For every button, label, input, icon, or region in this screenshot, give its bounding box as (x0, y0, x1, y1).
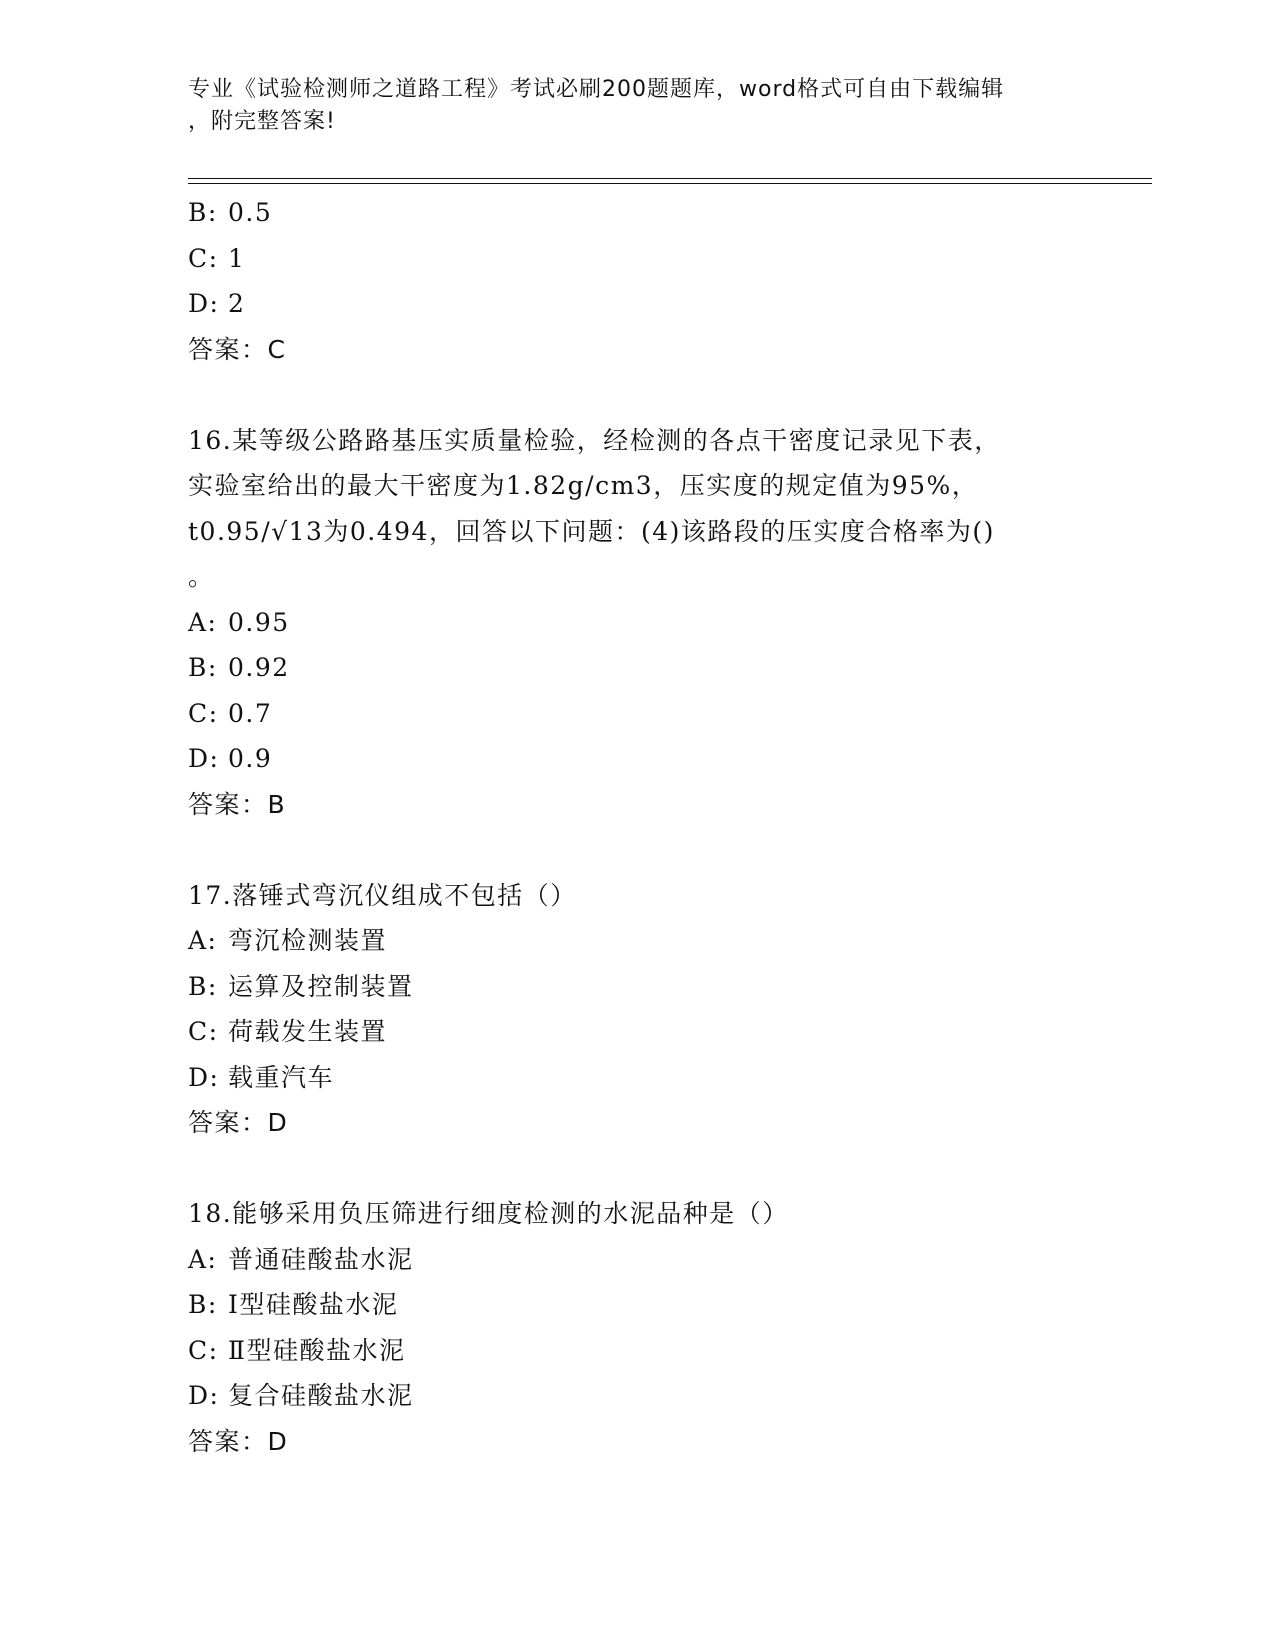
option-c: C: 1 (188, 243, 246, 273)
option-b: B: 0.5 (188, 198, 273, 227)
question-15-continued (188, 190, 1088, 372)
answer-line: 答案：B (188, 789, 287, 819)
spacer (188, 372, 1088, 418)
option-a: A: 普通硅酸盐水泥 (188, 1244, 414, 1274)
option-c: C: 0.7 (188, 698, 273, 728)
header-line-2: ，附完整答案! (188, 109, 336, 134)
option-d: D: 载重汽车 (188, 1062, 335, 1092)
question-stem: 17.落锤式弯沉仪组成不包括（） (188, 880, 577, 910)
option-b: B: Ⅰ型硅酸盐水泥 (188, 1290, 399, 1319)
question-stem-line: 16.某等级公路路基压实质量检验，经检测的各点干密度记录见下表， (188, 425, 1001, 455)
question-18 (188, 1191, 1088, 1464)
header-divider-bottom (188, 183, 1152, 184)
option-c: C: Ⅱ型硅酸盐水泥 (188, 1335, 406, 1365)
question-17 (188, 873, 1088, 1146)
question-stem: 18.能够采用负压筛进行细度检测的水泥品种是（） (188, 1199, 789, 1228)
option-a: A: 0.95 (188, 607, 290, 637)
option-d: D: 复合硅酸盐水泥 (188, 1381, 414, 1410)
answer-line: 答案：D (188, 1426, 289, 1456)
header-line-1: 专业《试验检测师之道路工程》考试必刷200题题库，word格式可自由下载编辑 (188, 77, 1005, 102)
question-list (188, 190, 1088, 1464)
spacer (188, 1146, 1088, 1192)
spacer (188, 827, 1088, 873)
answer-line: 答案：D (188, 1108, 289, 1137)
document-header (188, 74, 1088, 138)
question-stem-line: 实验室给出的最大干密度为1.82g/cm3，压实度的规定值为95%， (188, 471, 979, 500)
header-divider-top (188, 178, 1152, 179)
option-b: B: 0.92 (188, 653, 290, 682)
question-16 (188, 418, 1088, 828)
option-a: A: 弯沉检测装置 (188, 926, 388, 955)
option-c: C: 荷载发生装置 (188, 1017, 388, 1046)
question-stem-line: t0.95/√13为0.494，回答以下问题：(4)该路段的压实度合格率为() (188, 516, 995, 546)
option-d: D: 2 (188, 289, 246, 318)
option-d: D: 0.9 (188, 744, 273, 773)
question-stem-line: 。 (188, 562, 215, 591)
answer-line: 答案：C (188, 334, 287, 364)
option-b: B: 运算及控制装置 (188, 971, 414, 1001)
